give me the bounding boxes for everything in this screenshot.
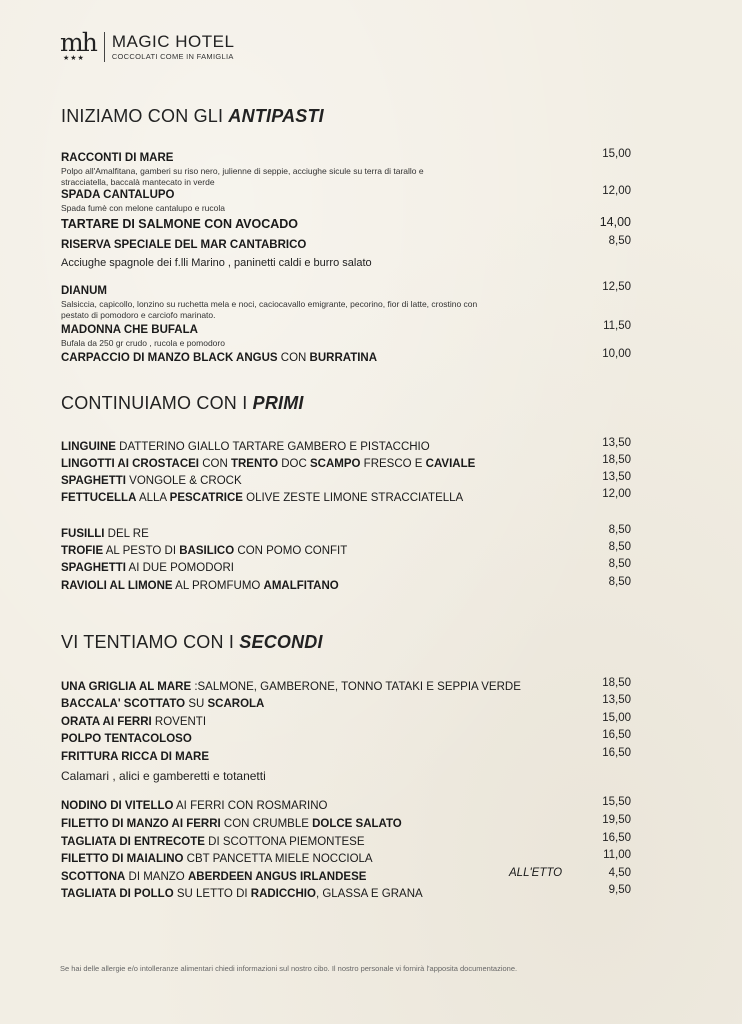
item-name bbox=[61, 818, 402, 830]
item-name bbox=[61, 580, 339, 592]
menu-item bbox=[61, 348, 631, 366]
item-name-regular: CBT PANCETTA MIELE NOCCIOLA bbox=[183, 853, 373, 865]
item-name-bold: ABERDEEN ANGUS IRLANDESE bbox=[187, 871, 367, 883]
item-price: 8,50 bbox=[608, 576, 631, 588]
item-name-bold: SCAMPO bbox=[309, 458, 361, 470]
item-price: 8,50 bbox=[608, 524, 631, 536]
menu-item bbox=[61, 454, 631, 472]
item-name bbox=[61, 800, 327, 812]
item-name: RACCONTI DI MARE bbox=[61, 152, 174, 164]
item-name-bold: FILETTO DI MANZO AI FERRI bbox=[61, 818, 221, 830]
item-name-bold: FRITTURA RICCA DI MARE bbox=[61, 751, 209, 763]
item-name bbox=[61, 545, 347, 557]
section-title-prefix: CONTINUIAMO CON I bbox=[61, 393, 253, 413]
item-name-regular: AI FERRI CON ROSMARINO bbox=[173, 800, 328, 812]
item-name-regular: SU bbox=[185, 698, 208, 710]
item-name-bold: TROFIE bbox=[61, 545, 104, 557]
item-description: Polpo all'Amalfitana, gamberi su riso nero, julienne di seppie, acciughe sicule su terra di tarallo e stracciatella, baccalà mantecato in verde bbox=[61, 166, 424, 187]
item-price: 18,50 bbox=[602, 454, 631, 466]
item-name-regular: OLIVE ZESTE LIMONE STRACCIATELLA bbox=[242, 492, 464, 504]
item-name bbox=[61, 716, 206, 728]
item-price: 15,00 bbox=[602, 148, 631, 160]
menu-item bbox=[61, 281, 631, 321]
hotel-name: MAGIC HOTEL bbox=[111, 32, 235, 51]
item-name-bold: NODINO DI VITELLO bbox=[61, 800, 174, 812]
item-price: 16,50 bbox=[602, 747, 631, 759]
item-name-regular: DEL RE bbox=[104, 528, 149, 540]
item-price: 9,50 bbox=[608, 884, 631, 896]
menu-item bbox=[61, 867, 631, 885]
item-name-bold: TRENTO bbox=[230, 458, 279, 470]
item-price: 8,50 bbox=[608, 541, 631, 553]
item-unit: ALL'ETTO bbox=[509, 867, 563, 879]
item-name-regular: FRESCO E bbox=[360, 458, 426, 470]
item-name-regular: DATTERINO GIALLO TARTARE GAMBERO E PISTACCHIO bbox=[115, 441, 430, 453]
item-price: 12,00 bbox=[602, 185, 631, 197]
logo-mark: mh bbox=[60, 28, 96, 57]
item-name bbox=[61, 698, 264, 710]
item-name bbox=[61, 853, 373, 865]
menu-item bbox=[61, 541, 631, 559]
item-name-bold: LINGOTTI AI CROSTACEI bbox=[61, 458, 199, 470]
logo-divider bbox=[104, 32, 105, 62]
item-name-regular: , GLASSA E GRANA bbox=[315, 888, 423, 900]
hotel-tagline: COCCOLATI COME IN FAMIGLIA bbox=[111, 52, 234, 61]
item-name-connector: CON bbox=[280, 352, 307, 364]
item-description: Acciughe spagnole dei f.lli Marino , paninetti caldi e burro salato bbox=[61, 257, 372, 269]
item-description: Bufala da 250 gr crudo , rucola e pomodoro bbox=[61, 338, 225, 348]
menu-item bbox=[61, 215, 631, 233]
item-name-bold: UNA GRIGLIA AL MARE bbox=[61, 681, 192, 693]
menu-item bbox=[61, 488, 631, 506]
item-name: SPADA CANTALUPO bbox=[61, 189, 175, 201]
section-title-emph: SECONDI bbox=[239, 632, 323, 652]
item-name-bold: DOLCE SALATO bbox=[312, 818, 402, 830]
item-name: TARTARE DI SALMONE CON AVOCADO bbox=[61, 217, 299, 231]
item-name: DIANUM bbox=[61, 285, 107, 297]
section-title-primi bbox=[61, 393, 304, 414]
menu-item bbox=[61, 677, 631, 695]
item-name-bold: RADICCHIO bbox=[250, 888, 316, 900]
item-name bbox=[61, 751, 209, 763]
item-name: MADONNA CHE BUFALA bbox=[61, 324, 198, 336]
item-name: RISERVA SPECIALE DEL MAR CANTABRICO bbox=[61, 239, 307, 251]
item-name-regular: ROVENTI bbox=[151, 716, 207, 728]
menu-item bbox=[61, 576, 631, 594]
item-name-bold: FILETTO DI MAIALINO bbox=[61, 853, 184, 865]
item-name bbox=[61, 528, 149, 540]
menu-item bbox=[61, 320, 631, 349]
item-name-bold: LINGUINE bbox=[61, 441, 116, 453]
item-price: 13,50 bbox=[602, 437, 631, 449]
item-name-bold: SPAGHETTI bbox=[61, 475, 126, 487]
item-name-bold: POLPO TENTACOLOSO bbox=[61, 733, 192, 745]
item-price: 16,50 bbox=[602, 832, 631, 844]
item-price: 11,00 bbox=[603, 849, 631, 861]
item-name-bold: TAGLIATA DI POLLO bbox=[61, 888, 174, 900]
item-name bbox=[61, 871, 366, 883]
menu-item bbox=[61, 747, 631, 783]
menu-item bbox=[61, 471, 631, 489]
hotel-logo bbox=[60, 28, 235, 66]
item-price: 12,50 bbox=[602, 281, 631, 293]
section-title-emph: PRIMI bbox=[252, 393, 304, 413]
item-name-regular: DI SCOTTONA PIEMONTESE bbox=[204, 836, 365, 848]
menu-item bbox=[61, 832, 631, 850]
menu-item bbox=[61, 814, 631, 832]
item-name-bold: FUSILLI bbox=[61, 528, 105, 540]
item-name-regular: VONGOLE & CROCK bbox=[125, 475, 242, 487]
item-name-bold: FETTUCELLA bbox=[61, 492, 137, 504]
item-name-tail: BURRATINA bbox=[306, 352, 378, 364]
item-name-regular: SU LETTO DI bbox=[173, 888, 251, 900]
item-price: 13,50 bbox=[602, 471, 631, 483]
menu-item bbox=[61, 796, 631, 814]
item-name-regular: CON CRUMBLE bbox=[220, 818, 313, 830]
menu-item bbox=[61, 729, 631, 747]
item-description: Salsiccia, capicollo, lonzino su ruchetta mela e noci, caciocavallo emigrante, pecorino, fior di latte, crostino con pestato di pomodoro e carciofo marinato. bbox=[61, 299, 478, 320]
item-price: 10,00 bbox=[602, 348, 631, 360]
item-name bbox=[61, 562, 234, 574]
item-name-bold: BASILICO bbox=[179, 545, 235, 557]
menu-item bbox=[61, 712, 631, 730]
item-description: Spada fumè con melone cantalupo e rucola bbox=[61, 203, 225, 213]
item-price: 19,50 bbox=[602, 814, 631, 826]
item-name: CARPACCIO DI MANZO BLACK ANGUS bbox=[61, 352, 281, 364]
item-name bbox=[61, 458, 475, 470]
item-name bbox=[61, 888, 423, 900]
item-name-regular: DOC bbox=[278, 458, 310, 470]
item-name-regular: CON POMO CONFIT bbox=[234, 545, 348, 557]
item-price: 12,00 bbox=[602, 488, 631, 500]
item-name bbox=[61, 492, 463, 504]
menu-item bbox=[61, 185, 631, 214]
item-name bbox=[61, 836, 365, 848]
item-name-bold: ORATA AI FERRI bbox=[61, 716, 152, 728]
item-price: 15,00 bbox=[602, 712, 631, 724]
item-name bbox=[61, 733, 192, 745]
item-price: 8,50 bbox=[608, 558, 631, 570]
menu-item bbox=[61, 148, 631, 188]
item-name-bold: SCOTTONA bbox=[61, 871, 126, 883]
item-name-bold: TAGLIATA DI ENTRECOTE bbox=[61, 836, 205, 848]
menu-item bbox=[61, 235, 631, 269]
item-name bbox=[61, 441, 430, 453]
section-title-prefix: VI TENTIAMO CON I bbox=[61, 632, 240, 652]
item-name-regular: CON bbox=[199, 458, 231, 470]
item-name-bold: RAVIOLI AL LIMONE bbox=[61, 580, 173, 592]
item-price: 11,50 bbox=[603, 320, 631, 332]
item-name-regular: AL PESTO DI bbox=[103, 545, 180, 557]
item-price: 16,50 bbox=[602, 729, 631, 741]
item-price: 13,50 bbox=[602, 694, 631, 706]
item-name-bold: SCAROLA bbox=[207, 698, 265, 710]
item-name-bold: AMALFITANO bbox=[263, 580, 339, 592]
menu-item bbox=[61, 437, 631, 455]
item-name-regular: ALLA bbox=[136, 492, 170, 504]
item-name-regular: AI DUE POMODORI bbox=[125, 562, 234, 574]
item-name bbox=[61, 475, 242, 487]
section-title-secondi bbox=[61, 632, 323, 653]
item-price: 15,50 bbox=[602, 796, 631, 808]
section-title-prefix: INIZIAMO CON GLI bbox=[61, 106, 229, 126]
item-name-regular: :SALMONE, GAMBERONE, TONNO TATAKI E SEPPIA VERDE bbox=[191, 681, 521, 693]
item-price: 18,50 bbox=[602, 677, 631, 689]
item-name-bold: PESCATRICE bbox=[169, 492, 243, 504]
item-price: 4,50 bbox=[608, 867, 631, 879]
menu-item bbox=[61, 694, 631, 712]
item-description: Calamari , alici e gamberetti e totanetti bbox=[61, 769, 266, 783]
menu-item bbox=[61, 558, 631, 576]
item-name-regular: AL PROMFUMO bbox=[172, 580, 264, 592]
item-name bbox=[61, 681, 521, 693]
menu-item bbox=[61, 884, 631, 902]
logo-stars: ★★★ bbox=[63, 55, 85, 62]
item-name-bold: CAVIALE bbox=[425, 458, 476, 470]
allergy-note: Se hai delle allergie e/o intolleranze alimentari chiedi informazioni sul nostro cibo. Il nostro personale vi fornirà l'apposita documentazione. bbox=[60, 964, 518, 973]
item-name-bold: BACCALA' SCOTTATO bbox=[61, 698, 186, 710]
item-name-bold: SPAGHETTI bbox=[61, 562, 126, 574]
menu-item bbox=[61, 849, 631, 867]
item-name-regular: DI MANZO bbox=[125, 871, 188, 883]
item-price: 8,50 bbox=[608, 235, 631, 247]
section-title-emph: ANTIPASTI bbox=[228, 106, 324, 126]
section-title-antipasti bbox=[61, 106, 324, 127]
item-price: 14,00 bbox=[599, 215, 631, 229]
menu-item bbox=[61, 524, 631, 542]
